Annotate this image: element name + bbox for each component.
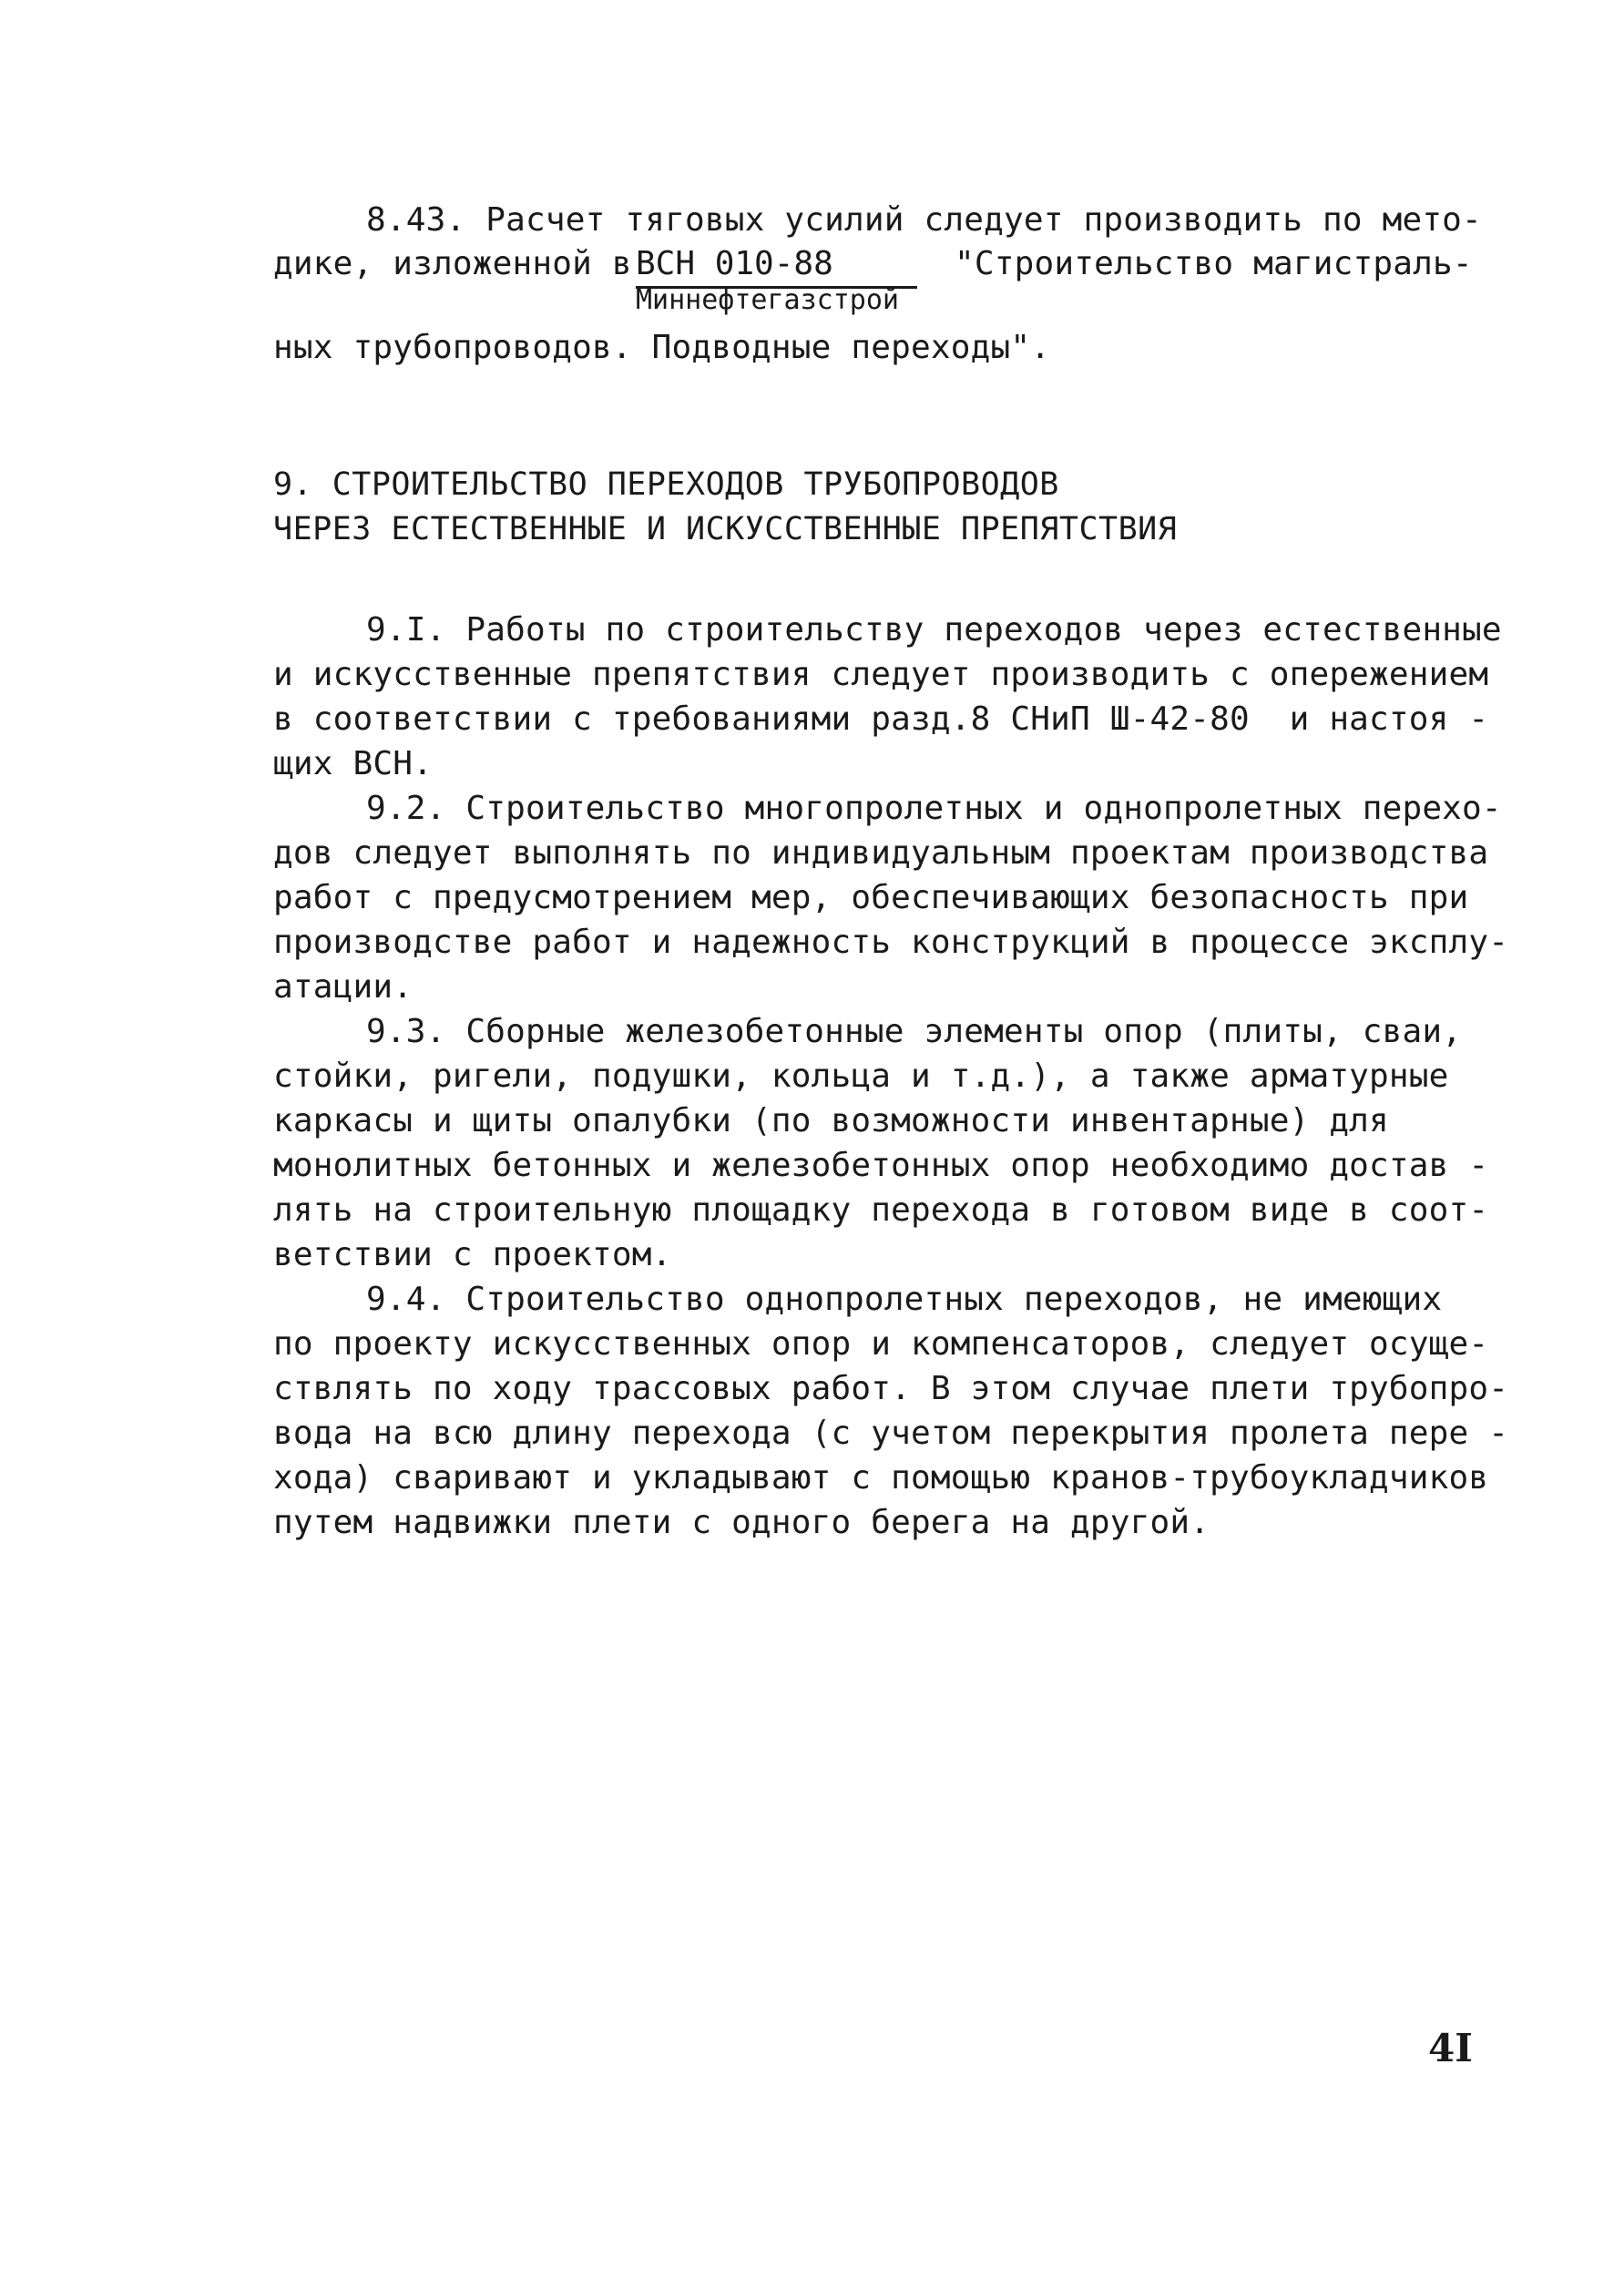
- para-9-3-line-3: каркасы и щиты опалубки (по возможности инвентарные) для: [273, 1102, 1389, 1140]
- para-9-4-line-2: по проекту искусственных опор и компенсаторов, следует осуще-: [273, 1325, 1489, 1363]
- para-8-43-line-2-suffix: "Строительство магистраль-: [955, 245, 1473, 282]
- para-9-3-line-4: монолитных бетонных и железобетонных опор необходимо достав -: [273, 1147, 1489, 1184]
- para-9-4-line-3: ствлять по ходу трассовых работ. В этом случае плети трубопро-: [273, 1370, 1509, 1407]
- para-9-2-line-3: работ с предусмотрением мер, обеспечивающих безопасность при: [273, 879, 1469, 916]
- para-9-1-line-4: щих ВСН.: [273, 745, 433, 782]
- para-8-43-line-2-prefix: дике, изложенной в: [273, 245, 632, 282]
- para-9-2-line-4: производстве работ и надежность конструкций в процессе эксплу-: [273, 924, 1509, 961]
- para-9-2-line-5: атации.: [273, 968, 414, 1006]
- para-9-4-line-1: 9.4. Строительство однопролетных переходов, не имеющих: [366, 1281, 1443, 1318]
- reference-fraction: [636, 242, 899, 316]
- para-9-4-line-5: хода) сваривают и укладывают с помощью кранов-трубоукладчиков: [273, 1459, 1489, 1497]
- para-9-2-line-2: дов следует выполнять по индивидуальным проектам производства: [273, 834, 1489, 872]
- section-9-heading-line-2: ЧЕРЕЗ ЕСТЕСТВЕННЫЕ И ИСКУССТВЕННЫЕ ПРЕПЯТСТВИЯ: [273, 511, 1178, 547]
- para-9-1-line-3: в соответствии с требованиями разд.8 СНиП Ш-42-80 и настоя -: [273, 700, 1489, 738]
- para-9-3-line-2: стойки, ригели, подушки, кольца и т.д.), а также арматурные: [273, 1058, 1449, 1095]
- para-8-43-line-1: 8.43. Расчет тяговых усилий следует производить по мето-: [366, 201, 1482, 239]
- reference-numerator: ВСН 010-88: [636, 242, 917, 289]
- para-8-43-line-3: ных трубопроводов. Подводные переходы".: [273, 329, 1051, 366]
- para-9-4-line-4: вода на всю длину перехода (с учетом перекрытия пролета пере -: [273, 1415, 1509, 1452]
- para-9-3-line-1: 9.3. Сборные железобетонные элементы опор (плиты, сваи,: [366, 1013, 1463, 1050]
- para-9-3-line-5: лять на строительную площадку перехода в готовом виде в соот-: [273, 1191, 1489, 1229]
- section-9-heading-line-1: 9. СТРОИТЕЛЬСТВО ПЕРЕХОДОВ ТРУБОПРОВОДОВ: [273, 466, 1059, 503]
- para-9-1-line-1: 9.I. Работы по строительству переходов через естественные: [366, 611, 1502, 649]
- para-9-3-line-6: ветствии с проектом.: [273, 1236, 672, 1273]
- para-9-1-line-2: и искусственные препятствия следует производить с опережением: [273, 656, 1489, 693]
- para-9-4-line-6: путем надвижки плети с одного берега на другой.: [273, 1504, 1210, 1541]
- para-9-2-line-1: 9.2. Строительство многопролетных и однопролетных перехо-: [366, 790, 1502, 827]
- page-number: 4I: [1428, 2026, 1473, 2070]
- reference-denominator: Миннефтегазстрой: [636, 284, 899, 316]
